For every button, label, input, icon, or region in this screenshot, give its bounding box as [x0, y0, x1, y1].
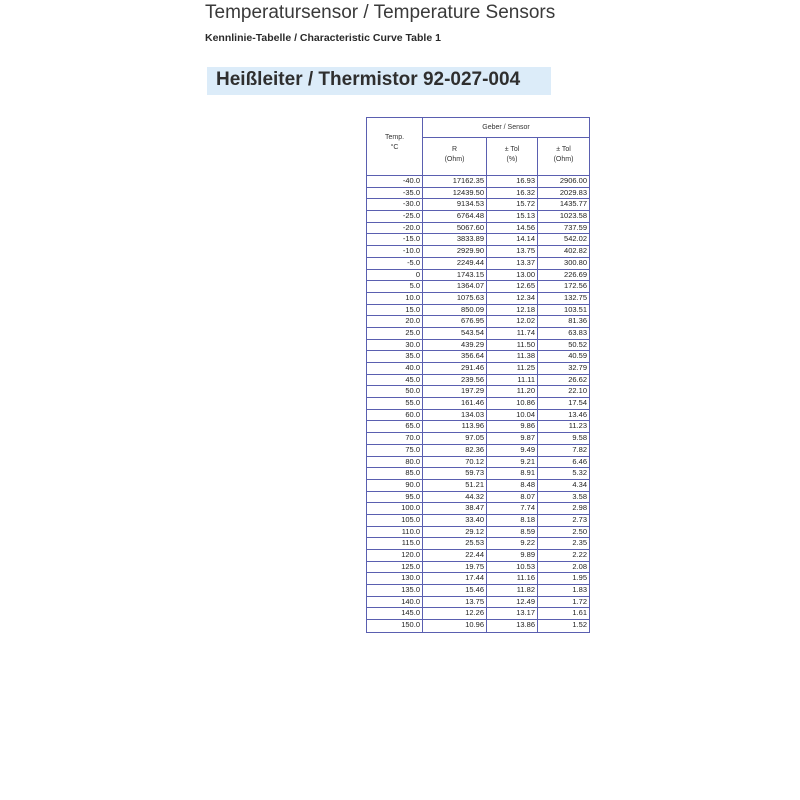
- cell-resistance: 2929.90: [423, 246, 487, 257]
- cell-tol-ohm: 1.52: [572, 620, 587, 630]
- cell-tol-percent: 8.18: [487, 515, 538, 526]
- cell-temp: -25.0: [367, 211, 423, 222]
- cell-temp: 0: [367, 270, 423, 281]
- cell-tol-percent: 14.14: [487, 234, 538, 245]
- cell-tol-percent: 8.59: [487, 527, 538, 538]
- table-row: [367, 328, 589, 340]
- table-row: [367, 281, 589, 293]
- table-row: [367, 421, 589, 433]
- cell-tol-percent: 13.37: [487, 258, 538, 269]
- cell-resistance: 2249.44: [423, 258, 487, 269]
- cell-temp: 115.0: [367, 538, 423, 549]
- table-row: [367, 562, 589, 574]
- table-row: [367, 223, 589, 235]
- cell-tol-percent: 12.49: [487, 597, 538, 608]
- cell-tol-percent: 14.56: [487, 223, 538, 234]
- header-tol-ohm-unit: (Ohm): [553, 156, 574, 163]
- header-group-sensor: Geber / Sensor: [423, 118, 589, 138]
- table-row: [367, 597, 589, 609]
- cell-tol-percent: 16.93: [487, 176, 538, 187]
- table-row: [367, 305, 589, 317]
- cell-tol-ohm: 6.46: [572, 456, 587, 466]
- cell-tol-ohm: 2.08: [572, 561, 587, 571]
- cell-temp: 5.0: [367, 281, 423, 292]
- cell-resistance: 82.36: [423, 445, 487, 456]
- cell-resistance: 38.47: [423, 503, 487, 514]
- cell-tol-percent: 8.48: [487, 480, 538, 491]
- cell-tol-ohm: 11.23: [568, 421, 587, 431]
- table-row: [367, 585, 589, 597]
- cell-tol-percent: 11.38: [487, 351, 538, 362]
- cell-tol-percent: 9.87: [487, 433, 538, 444]
- cell-temp: 35.0: [367, 351, 423, 362]
- cell-resistance: 17162.35: [423, 176, 487, 187]
- cell-tol-ohm: 2.50: [572, 526, 587, 536]
- header-resistance-label: R: [451, 146, 458, 153]
- cell-resistance: 676.95: [423, 316, 487, 327]
- cell-tol-ohm: 2.22: [572, 550, 587, 559]
- cell-tol-percent: 11.16: [487, 573, 538, 584]
- table-row: [367, 515, 589, 527]
- table-row: [367, 199, 589, 211]
- cell-tol-ohm: 2.35: [572, 538, 587, 548]
- cell-temp: -20.0: [367, 223, 423, 234]
- cell-tol-percent: 15.13: [487, 211, 538, 222]
- cell-tol-percent: 12.02: [487, 316, 538, 327]
- cell-temp: -15.0: [367, 234, 423, 245]
- cell-resistance: 19.75: [423, 562, 487, 573]
- cell-tol-ohm: 17.54: [568, 398, 587, 408]
- cell-tol-percent: 11.20: [487, 386, 538, 397]
- cell-tol-percent: 7.74: [487, 503, 538, 514]
- cell-resistance: 22.44: [423, 550, 487, 561]
- table-row: [367, 527, 589, 539]
- table-row: [367, 538, 589, 550]
- cell-temp: 80.0: [367, 457, 423, 468]
- cell-tol-percent: 12.34: [487, 293, 538, 304]
- cell-temp: 15.0: [367, 305, 423, 316]
- cell-temp: 50.0: [367, 386, 423, 397]
- cell-tol-ohm: 40.59: [568, 351, 587, 361]
- cell-resistance: 356.64: [423, 351, 487, 362]
- cell-tol-percent: 11.11: [487, 375, 538, 386]
- cell-tol-percent: 13.86: [487, 620, 538, 632]
- cell-tol-percent: 11.25: [487, 363, 538, 374]
- cell-resistance: 161.46: [423, 398, 487, 409]
- cell-tol-ohm: 13.46: [568, 409, 587, 419]
- cell-resistance: 70.12: [423, 457, 487, 468]
- cell-resistance: 1075.63: [423, 293, 487, 304]
- cell-tol-percent: 9.21: [487, 457, 538, 468]
- cell-temp: 60.0: [367, 410, 423, 421]
- cell-tol-ohm: 300.80: [564, 257, 587, 267]
- table-row: [367, 503, 589, 515]
- cell-temp: 30.0: [367, 340, 423, 351]
- cell-resistance: 6764.48: [423, 211, 487, 222]
- cell-resistance: 543.54: [423, 328, 487, 339]
- cell-tol-ohm: 103.51: [564, 304, 587, 314]
- product-banner-label: Heißleiter / Thermistor 92-027-004: [216, 69, 521, 90]
- cell-resistance: 10.96: [423, 620, 487, 632]
- cell-resistance: 197.29: [423, 386, 487, 397]
- cell-resistance: 239.56: [423, 375, 487, 386]
- cell-tol-ohm: 2906.00: [559, 176, 587, 185]
- header-temp-label: Temp.: [384, 134, 405, 141]
- cell-tol-ohm: 26.62: [568, 374, 587, 384]
- table-row: [367, 433, 589, 445]
- cell-temp: 130.0: [367, 573, 423, 584]
- cell-resistance: 291.46: [423, 363, 487, 374]
- cell-resistance: 5067.60: [423, 223, 487, 234]
- cell-temp: -10.0: [367, 246, 423, 257]
- header-temp-unit: °C: [390, 144, 399, 151]
- cell-tol-ohm: 1.72: [572, 596, 587, 606]
- header-tol-ohm: [538, 138, 589, 175]
- cell-tol-percent: 8.91: [487, 468, 538, 479]
- cell-temp: -5.0: [367, 258, 423, 269]
- cell-tol-percent: 10.86: [487, 398, 538, 409]
- cell-temp: 70.0: [367, 433, 423, 444]
- cell-tol-ohm: 50.52: [568, 339, 587, 349]
- cell-resistance: 9134.53: [423, 199, 487, 210]
- cell-tol-ohm: 1023.58: [559, 211, 587, 221]
- table-row: [367, 316, 589, 328]
- cell-resistance: 13.75: [423, 597, 487, 608]
- table-row: [367, 608, 589, 620]
- cell-resistance: 44.32: [423, 492, 487, 503]
- cell-resistance: 134.03: [423, 410, 487, 421]
- table-row: [367, 457, 589, 469]
- characteristic-curve-table: [366, 117, 590, 633]
- cell-tol-percent: 9.86: [487, 421, 538, 432]
- cell-resistance: 113.96: [423, 421, 487, 432]
- table-header: [367, 118, 589, 176]
- cell-resistance: 439.29: [423, 340, 487, 351]
- table-row: [367, 375, 589, 387]
- cell-temp: 90.0: [367, 480, 423, 491]
- cell-resistance: 97.05: [423, 433, 487, 444]
- header-temp: [367, 118, 423, 175]
- cell-resistance: 12.26: [423, 608, 487, 619]
- cell-tol-ohm: 2.98: [572, 503, 587, 513]
- cell-temp: -35.0: [367, 188, 423, 199]
- table-row: [367, 234, 589, 246]
- cell-tol-ohm: 1.61: [572, 608, 587, 618]
- cell-tol-percent: 8.07: [487, 492, 538, 503]
- cell-resistance: 33.40: [423, 515, 487, 526]
- cell-tol-ohm: 542.02: [564, 234, 587, 244]
- cell-tol-ohm: 63.83: [568, 327, 587, 337]
- cell-tol-ohm: 9.58: [572, 433, 587, 443]
- cell-temp: 125.0: [367, 562, 423, 573]
- cell-temp: 140.0: [367, 597, 423, 608]
- table-row: [367, 258, 589, 270]
- cell-temp: 135.0: [367, 585, 423, 596]
- cell-tol-ohm: 81.36: [568, 316, 587, 326]
- cell-temp: 75.0: [367, 445, 423, 456]
- table-row: [367, 351, 589, 363]
- cell-tol-ohm: 2.73: [572, 514, 587, 524]
- cell-resistance: 850.09: [423, 305, 487, 316]
- cell-tol-percent: 11.50: [487, 340, 538, 351]
- cell-resistance: 3833.89: [423, 234, 487, 245]
- table-row: [367, 410, 589, 422]
- cell-tol-percent: 10.04: [487, 410, 538, 421]
- header-tol-percent: [487, 138, 538, 175]
- cell-tol-ohm: 4.34: [572, 479, 587, 489]
- cell-temp: -40.0: [367, 176, 423, 187]
- page-title: Temperatursensor / Temperature Sensors: [205, 2, 556, 23]
- cell-tol-ohm: 32.79: [568, 363, 587, 372]
- cell-tol-percent: 16.32: [487, 188, 538, 199]
- cell-tol-percent: 15.72: [487, 199, 538, 210]
- product-banner: [207, 67, 551, 95]
- cell-temp: 100.0: [367, 503, 423, 514]
- header-tol-percent-label: ± Tol: [504, 146, 520, 153]
- cell-tol-percent: 11.82: [487, 585, 538, 596]
- cell-resistance: 51.21: [423, 480, 487, 491]
- cell-tol-percent: 11.74: [487, 328, 538, 339]
- table-row: [367, 480, 589, 492]
- cell-tol-percent: 13.00: [487, 270, 538, 281]
- cell-tol-ohm: 1.83: [572, 585, 587, 595]
- table-body: [367, 176, 589, 632]
- page-subtitle: Kennlinie-Tabelle / Characteristic Curve Table 1: [205, 32, 441, 44]
- cell-tol-ohm: 737.59: [564, 222, 587, 232]
- table-row: [367, 573, 589, 585]
- cell-tol-ohm: 1.95: [572, 573, 587, 583]
- cell-tol-ohm: 132.75: [564, 292, 587, 302]
- cell-tol-ohm: 1435.77: [559, 199, 587, 209]
- table-row: [367, 211, 589, 223]
- header-tol-percent-unit: (%): [506, 156, 518, 163]
- table-row: [367, 398, 589, 410]
- table-row: [367, 188, 589, 200]
- cell-tol-percent: 9.89: [487, 550, 538, 561]
- table-row: [367, 293, 589, 305]
- cell-tol-percent: 9.22: [487, 538, 538, 549]
- table-row: [367, 492, 589, 504]
- table-row: [367, 468, 589, 480]
- table-row: [367, 246, 589, 258]
- cell-resistance: 1743.15: [423, 270, 487, 281]
- cell-resistance: 15.46: [423, 585, 487, 596]
- table-row: [367, 386, 589, 398]
- table-row: [367, 340, 589, 352]
- cell-temp: 10.0: [367, 293, 423, 304]
- cell-temp: 145.0: [367, 608, 423, 619]
- cell-tol-ohm: 3.58: [572, 491, 587, 501]
- cell-resistance: 1364.07: [423, 281, 487, 292]
- table-row: [367, 620, 589, 632]
- cell-tol-ohm: 172.56: [564, 281, 587, 291]
- header-resistance-unit: (Ohm): [444, 156, 465, 163]
- cell-temp: -30.0: [367, 199, 423, 210]
- cell-temp: 65.0: [367, 421, 423, 432]
- cell-temp: 110.0: [367, 527, 423, 538]
- table-row: [367, 270, 589, 282]
- cell-tol-percent: 12.18: [487, 305, 538, 316]
- header-resistance: [423, 138, 487, 175]
- table-row: [367, 176, 589, 188]
- cell-temp: 95.0: [367, 492, 423, 503]
- table-row: [367, 363, 589, 375]
- cell-resistance: 12439.50: [423, 188, 487, 199]
- header-tol-ohm-label: ± Tol: [556, 146, 571, 153]
- cell-tol-ohm: 226.69: [564, 269, 587, 279]
- cell-tol-ohm: 5.32: [572, 468, 587, 478]
- cell-resistance: 17.44: [423, 573, 487, 584]
- cell-resistance: 29.12: [423, 527, 487, 538]
- cell-temp: 55.0: [367, 398, 423, 409]
- cell-temp: 45.0: [367, 375, 423, 386]
- cell-tol-percent: 10.53: [487, 562, 538, 573]
- cell-resistance: 59.73: [423, 468, 487, 479]
- cell-tol-ohm: 2029.83: [559, 187, 587, 197]
- cell-tol-percent: 12.65: [487, 281, 538, 292]
- table-row: [367, 550, 589, 562]
- cell-tol-ohm: 22.10: [568, 386, 587, 396]
- cell-temp: 20.0: [367, 316, 423, 327]
- cell-resistance: 25.53: [423, 538, 487, 549]
- cell-temp: 150.0: [367, 620, 423, 632]
- cell-temp: 120.0: [367, 550, 423, 561]
- cell-tol-percent: 13.75: [487, 246, 538, 257]
- cell-temp: 40.0: [367, 363, 423, 374]
- cell-temp: 85.0: [367, 468, 423, 479]
- table-row: [367, 445, 589, 457]
- cell-tol-ohm: 7.82: [572, 444, 587, 454]
- cell-tol-percent: 9.49: [487, 445, 538, 456]
- cell-tol-ohm: 402.82: [564, 246, 587, 256]
- cell-temp: 105.0: [367, 515, 423, 526]
- cell-temp: 25.0: [367, 328, 423, 339]
- cell-tol-percent: 13.17: [487, 608, 538, 619]
